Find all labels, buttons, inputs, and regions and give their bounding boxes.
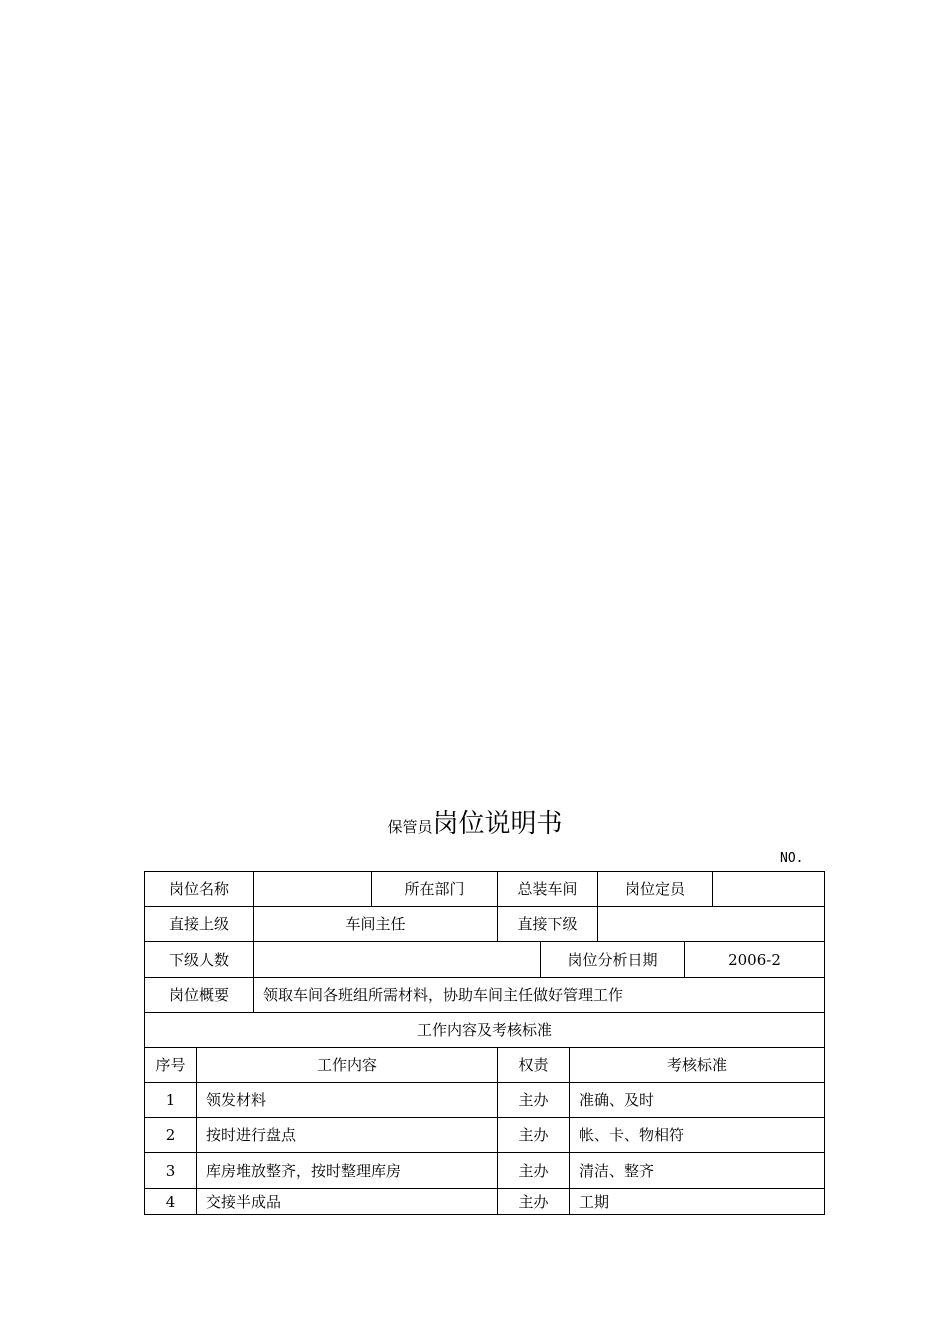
task-content: 库房堆放整齐，按时整理库房: [196, 1152, 498, 1189]
task-content: 交接半成品: [196, 1188, 498, 1215]
subordinate-value: [597, 906, 825, 942]
task-standard: 准确、及时: [569, 1082, 825, 1118]
subordinate-label: 直接下级: [497, 906, 598, 942]
task-duty: 主办: [497, 1082, 570, 1118]
header-content: 工作内容: [196, 1047, 498, 1083]
analysis-date-label: 岗位分析日期: [540, 941, 685, 978]
department-label: 所在部门: [371, 871, 498, 907]
header-standard: 考核标准: [569, 1047, 825, 1083]
task-standard: 帐、卡、物相符: [569, 1117, 825, 1153]
superior-label: 直接上级: [144, 906, 254, 942]
task-standard: 工期: [569, 1188, 825, 1215]
headcount-label: 岗位定员: [597, 871, 713, 907]
task-duty: 主办: [497, 1188, 570, 1215]
task-standard: 清洁、整齐: [569, 1152, 825, 1189]
title-prefix: 保管员: [387, 818, 433, 836]
doc-number-label: NO.: [780, 851, 804, 866]
header-duty: 权责: [497, 1047, 570, 1083]
summary-label: 岗位概要: [144, 977, 254, 1013]
sub-count-label: 下级人数: [144, 941, 254, 978]
post-name-value: [253, 871, 372, 907]
section-title: 工作内容及考核标准: [144, 1012, 825, 1048]
title-main: 岗位说明书: [432, 809, 563, 839]
task-duty: 主办: [497, 1152, 570, 1189]
task-no: 4: [144, 1188, 197, 1215]
department-value: 总装车间: [497, 871, 598, 907]
task-content: 领发材料: [196, 1082, 498, 1118]
task-no: 2: [144, 1117, 197, 1153]
task-no: 1: [144, 1082, 197, 1118]
document-title: [0, 804, 950, 847]
task-duty: 主办: [497, 1117, 570, 1153]
summary-value: 领取车间各班组所需材料，协助车间主任做好管理工作: [253, 977, 825, 1013]
task-no: 3: [144, 1152, 197, 1189]
task-content: 按时进行盘点: [196, 1117, 498, 1153]
header-no: 序号: [144, 1047, 197, 1083]
superior-value: 车间主任: [253, 906, 498, 942]
sub-count-value: [253, 941, 541, 978]
post-name-label: 岗位名称: [144, 871, 254, 907]
analysis-date-value: 2006-2: [684, 941, 825, 978]
headcount-value: [712, 871, 825, 907]
